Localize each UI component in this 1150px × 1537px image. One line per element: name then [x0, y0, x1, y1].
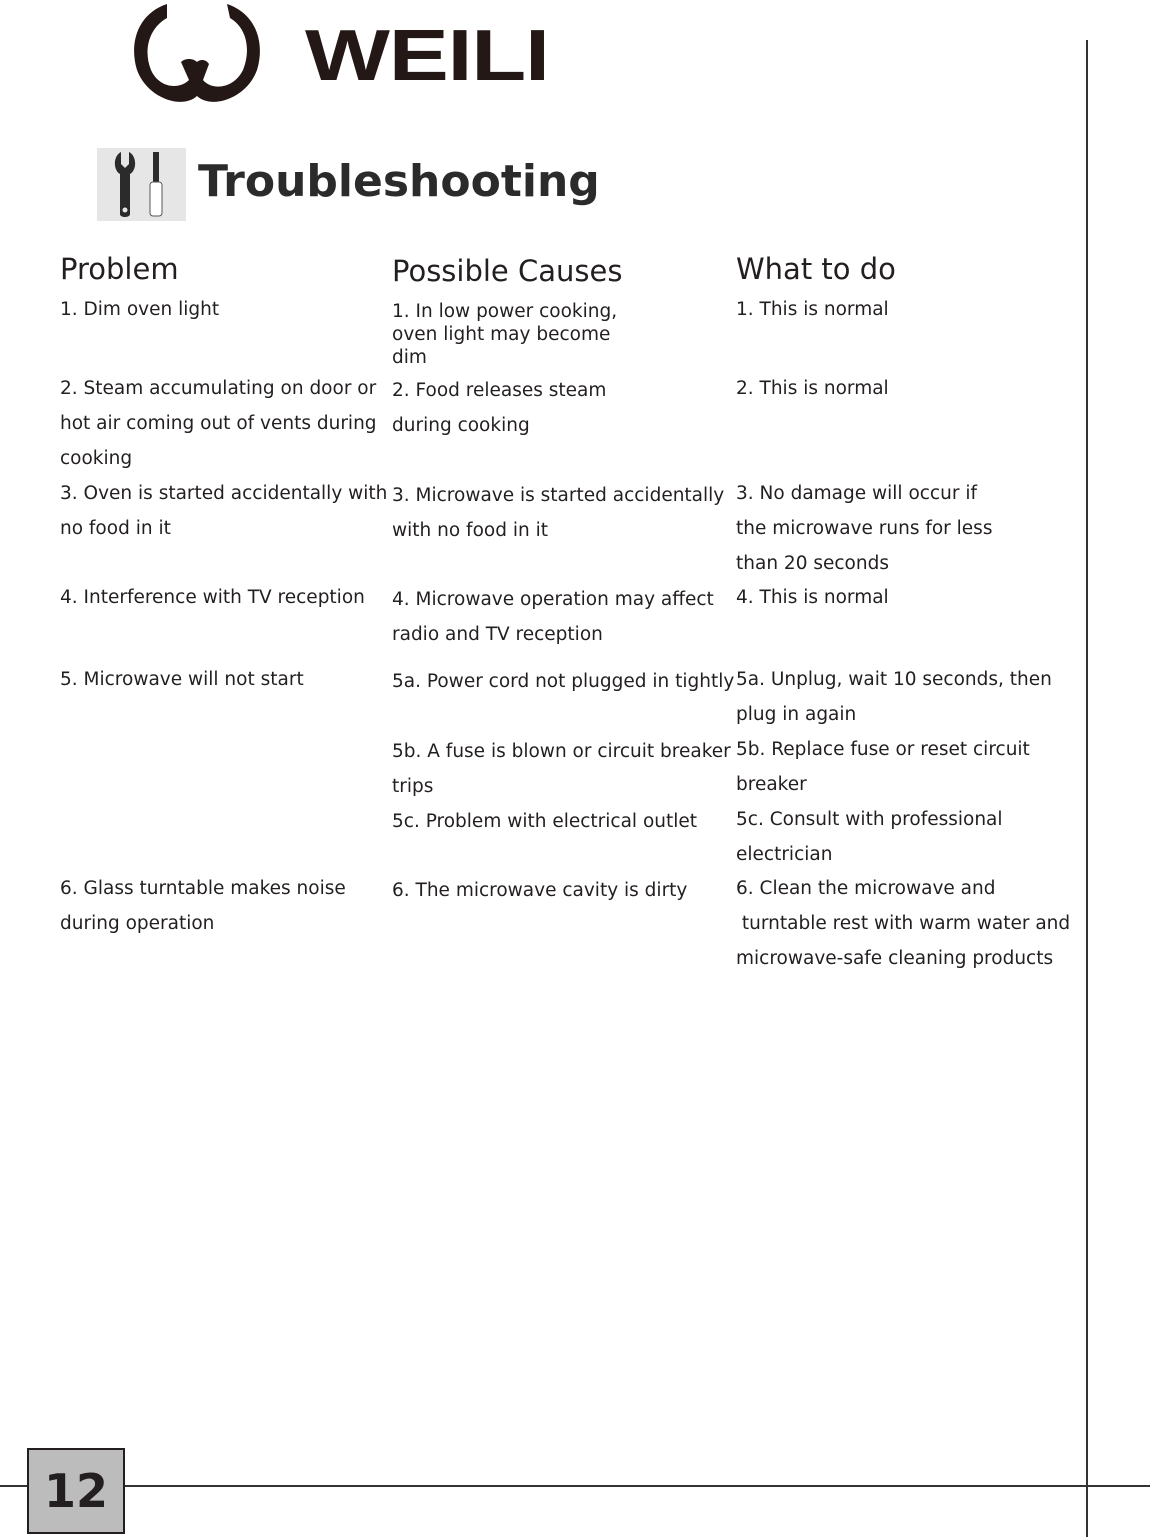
action-cell	[736, 371, 889, 406]
cause-cell-line: 3. Microwave is started accidentally	[392, 485, 725, 506]
cause-cell	[392, 478, 724, 548]
action-cell-line: plug in again	[736, 704, 857, 725]
margin-divider-vertical	[1086, 40, 1088, 1537]
cause-cell-line: 4. Microwave operation may affect	[392, 589, 714, 610]
problem-cell	[60, 580, 365, 615]
footer-divider	[0, 1485, 1150, 1487]
problem-cell-line: 1. Dim oven light	[60, 299, 220, 320]
brand-name: WEILI	[305, 16, 549, 96]
action-cell-line: breaker	[736, 774, 807, 795]
problem-cell	[60, 662, 304, 697]
action-cell	[736, 732, 1030, 802]
cause-cell-line: 5c. Problem with electrical outlet	[392, 811, 698, 832]
header-possible-causes: Possible Causes	[392, 254, 623, 288]
cause-cell-line: oven light may become	[392, 324, 611, 345]
action-cell-line: 3. No damage will occur if	[736, 483, 977, 504]
action-cell-line: 5c. Consult with professional	[736, 809, 1003, 830]
cause-cell-line: radio and TV reception	[392, 624, 603, 645]
problem-cell-line: no food in it	[60, 518, 171, 539]
action-cell	[736, 476, 992, 581]
action-cell-line: 6. Clean the microwave and	[736, 878, 996, 899]
action-cell-line: the microwave runs for less	[736, 518, 993, 539]
problem-cell-line: cooking	[60, 448, 133, 469]
problem-cell	[60, 871, 346, 941]
action-cell-line: 4. This is normal	[736, 587, 889, 608]
cause-cell	[392, 664, 734, 699]
weili-logo	[127, 0, 267, 108]
action-cell-line: 2. This is normal	[736, 378, 889, 399]
cause-cell-line: with no food in it	[392, 520, 548, 541]
action-cell-line: electrician	[736, 844, 833, 865]
action-cell-line: 5a. Unplug, wait 10 seconds, then	[736, 669, 1052, 690]
cause-cell	[392, 373, 606, 443]
problem-cell-line: 6. Glass turntable makes noise	[60, 878, 346, 899]
action-cell	[736, 802, 1003, 872]
action-cell	[736, 662, 1052, 732]
action-cell-line: turntable rest with warm water and	[736, 913, 1071, 934]
cause-cell	[392, 804, 697, 839]
cause-cell-line: 6. The microwave cavity is dirty	[392, 880, 688, 901]
cause-cell-line: 2. Food releases steam	[392, 380, 607, 401]
tools-icon	[97, 148, 186, 221]
header-problem: Problem	[60, 252, 179, 286]
weili-logo-mark-icon	[127, 0, 267, 108]
cause-cell-line: 1. In low power cooking,	[392, 301, 618, 322]
action-cell	[736, 292, 889, 327]
action-cell-line: microwave-safe cleaning products	[736, 948, 1054, 969]
problem-cell	[60, 292, 219, 327]
problem-cell-line: 5. Microwave will not start	[60, 669, 304, 690]
header-what-to-do: What to do	[736, 252, 896, 286]
problem-cell-line: 3. Oven is started accidentally with	[60, 483, 388, 504]
cause-cell	[392, 582, 714, 652]
action-cell-line: than 20 seconds	[736, 553, 889, 574]
cause-cell	[392, 300, 617, 369]
cause-cell-line: dim	[392, 347, 427, 368]
cause-cell-line: trips	[392, 776, 434, 797]
action-cell	[736, 871, 1070, 976]
cause-cell-line: during cooking	[392, 415, 530, 436]
page-number: 12	[43, 1464, 108, 1518]
problem-cell-line: during operation	[60, 913, 215, 934]
page-title: Troubleshooting	[198, 156, 600, 207]
action-cell	[736, 580, 889, 615]
problem-cell-line: hot air coming out of vents during	[60, 413, 377, 434]
problem-cell	[60, 371, 377, 476]
cause-cell	[392, 734, 731, 804]
cause-cell	[392, 873, 687, 908]
action-cell-line: 1. This is normal	[736, 299, 889, 320]
problem-cell-line: 2. Steam accumulating on door or	[60, 378, 377, 399]
problem-cell	[60, 476, 387, 546]
cause-cell-line: 5a. Power cord not plugged in tightly	[392, 671, 735, 692]
problem-cell-line: 4. Interference with TV reception	[60, 587, 365, 608]
action-cell-line: 5b. Replace fuse or reset circuit	[736, 739, 1030, 760]
cause-cell-line: 5b. A fuse is blown or circuit breaker	[392, 741, 731, 762]
